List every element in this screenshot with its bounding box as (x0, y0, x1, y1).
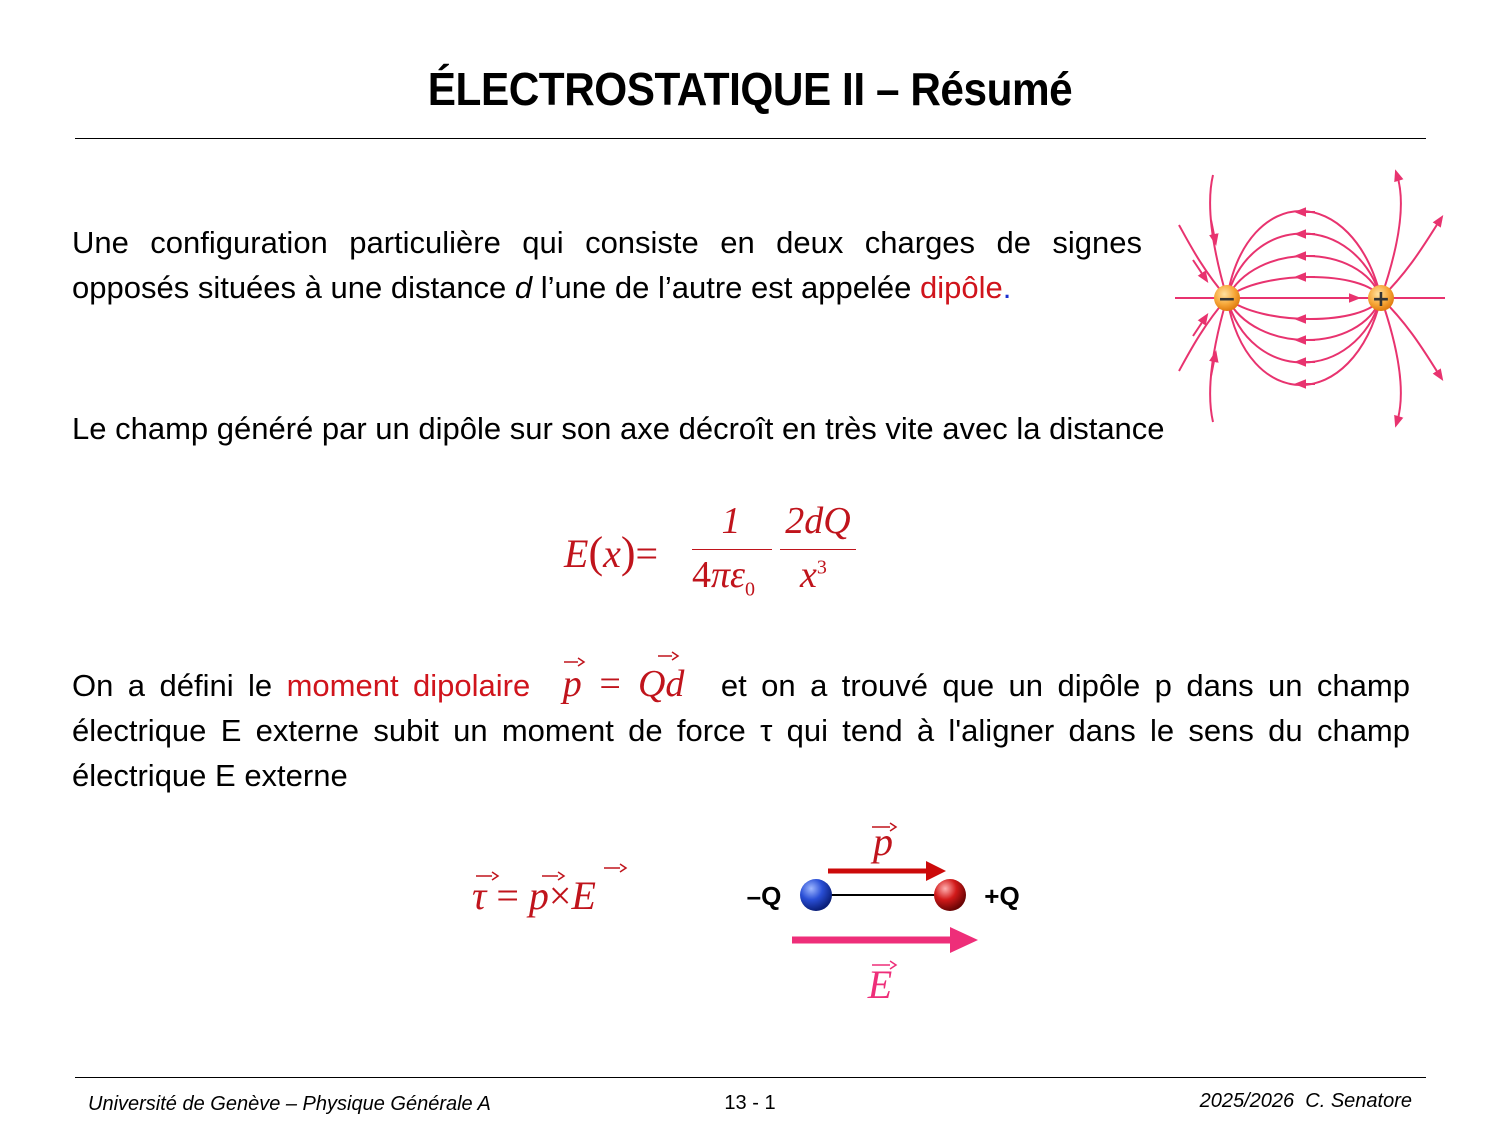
field-formula: E(x)= 1 $4\pi\varepsilon_0$ 2dQ $x^3$ (560, 495, 870, 615)
positive-charge-ball (934, 879, 966, 911)
fraction2-numerator: 2dQ (785, 500, 851, 542)
para1-var-d: d (514, 270, 533, 305)
para1-end: . (1002, 270, 1012, 305)
fraction2-denominator: $x^3$ (800, 554, 827, 596)
positive-charge (1368, 285, 1394, 312)
fraction2-bar (780, 549, 856, 550)
paragraph-dipole-moment (72, 662, 1410, 798)
torque-E: E (571, 873, 596, 918)
para3-text-b: et on a trouvé que un dipôle p dans un champ électrique E externe subit un moment de force τ qui tend à l'aligner dans le sens du champ électrique E externe (72, 668, 1410, 793)
fraction1-denominator: $4\pi\varepsilon_0$ (692, 554, 756, 601)
p-vector-label: p (873, 819, 893, 864)
p-arrow (828, 861, 946, 881)
torque-p: p (528, 873, 549, 918)
para1-text-a: Une configuration particulière qui consiste en deux charges de signes opposés situées à une distance (72, 225, 1142, 305)
fraction1-bar (692, 549, 772, 550)
para3-text-a: On a défini le (72, 668, 287, 703)
page-title: ÉLECTROSTATIQUE II – Résumé (427, 63, 1073, 115)
title-divider (75, 138, 1426, 139)
footer-divider (75, 1077, 1426, 1078)
footer-institution: Université de Genève – Physique Générale A (88, 1093, 491, 1115)
paragraph-dipole-definition (72, 220, 1142, 310)
dipole-moment-formula: p = Qd (562, 663, 685, 705)
dipole-field-lines-figure (1165, 160, 1455, 450)
E-field-arrow (792, 927, 978, 953)
torque-formula: τ = p×E (472, 873, 596, 918)
formula-E: E (564, 531, 589, 576)
para1-text-b: l’une de l’autre est appelée (532, 270, 920, 305)
negative-charge-symbol: − (1217, 287, 1237, 312)
negative-charge-label: –Q (746, 881, 782, 911)
moment-vector-arrows (558, 650, 688, 670)
positive-charge-symbol: + (1371, 287, 1391, 312)
paragraph-field-decay: Le champ généré par un dipôle sur son axe décroît en très vite avec la distance (72, 411, 1165, 446)
torque-tau: τ (472, 873, 487, 918)
footer-year-author: 2025/2026 C. Senatore (1199, 1090, 1412, 1112)
dipole-moment-term: moment dipolaire (286, 668, 531, 703)
torque-vector-arrows (470, 862, 640, 882)
negative-charge (1214, 285, 1240, 312)
fraction1-numerator: 1 (721, 500, 741, 542)
dipole-term: dipôle (919, 270, 1003, 305)
page-number: 13 - 1 (724, 1092, 776, 1114)
E-vector-label: E (867, 962, 893, 1007)
dipole-in-field-diagram (730, 815, 1050, 1015)
positive-charge-label: +Q (984, 881, 1020, 911)
negative-charge-ball (800, 879, 832, 911)
formula-x: x (603, 531, 621, 576)
